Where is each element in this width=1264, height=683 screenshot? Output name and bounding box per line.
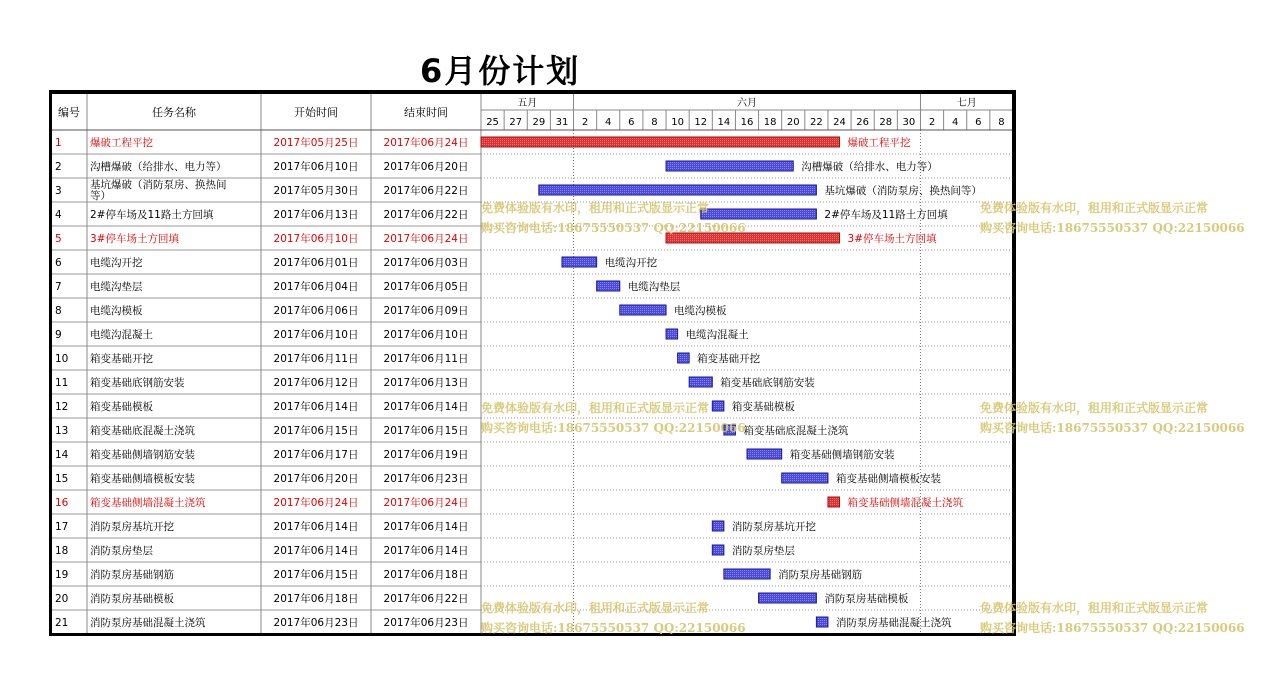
task-name: 消防泵房垫层	[90, 545, 153, 557]
watermark-1	[481, 198, 746, 238]
task-name: 3#停车场土方回填	[90, 233, 179, 245]
watermark-line1: 免费体验版有水印，租用和正式版显示正常	[481, 601, 710, 615]
task-name: 箱变基础侧墙钢筋安装	[90, 449, 195, 461]
task-start: 2017年05月25日	[273, 137, 359, 149]
task-start: 2017年06月01日	[273, 257, 359, 269]
task-start: 2017年06月18日	[273, 593, 359, 605]
watermark-line2: 购买咨询电话:18675550537 QQ:22150066	[481, 421, 746, 435]
task-start: 2017年06月24日	[273, 497, 359, 509]
task-end: 2017年06月03日	[383, 257, 469, 269]
day-tick-label: 12	[694, 117, 708, 128]
task-start: 2017年06月14日	[273, 401, 359, 413]
task-bar-label: 箱变基础模板	[731, 401, 795, 413]
task-end: 2017年06月09日	[383, 305, 469, 317]
task-start: 2017年06月10日	[273, 233, 359, 245]
task-bar-label: 3#停车场土方回填	[847, 233, 937, 245]
watermark-line2: 购买咨询电话:18675550537 QQ:22150066	[980, 221, 1245, 235]
task-start: 2017年06月06日	[273, 305, 359, 317]
watermark-line1: 免费体验版有水印，租用和正式版显示正常	[980, 401, 1209, 415]
task-bar-label: 消防泵房基础混凝土浇筑	[835, 617, 952, 629]
watermark-5	[481, 598, 746, 638]
task-name: 电缆沟开挖	[90, 257, 143, 269]
task-name: 箱变基础模板	[90, 401, 153, 413]
task-id: 11	[55, 377, 69, 389]
watermark-line1: 免费体验版有水印，租用和正式版显示正常	[980, 601, 1209, 615]
task-id: 1	[55, 137, 62, 149]
task-end: 2017年06月14日	[383, 401, 469, 413]
task-end: 2017年06月22日	[383, 209, 469, 221]
task-bar-label: 2#停车场及11路土方回填	[824, 209, 948, 221]
column-header-end: 结束时间	[404, 106, 448, 119]
day-tick-label: 18	[763, 117, 777, 128]
task-start: 2017年06月14日	[273, 521, 359, 533]
watermark-line2: 购买咨询电话:18675550537 QQ:22150066	[980, 421, 1245, 435]
watermark-line2: 购买咨询电话:18675550537 QQ:22150066	[481, 621, 746, 635]
task-start: 2017年06月14日	[273, 545, 359, 557]
task-end: 2017年06月11日	[383, 353, 469, 365]
task-id: 14	[55, 449, 69, 461]
page-title: 6月份计划	[420, 52, 581, 90]
task-name: 电缆沟模板	[90, 305, 143, 317]
watermark-line1: 免费体验版有水印，租用和正式版显示正常	[481, 401, 710, 415]
day-tick-label: 14	[717, 117, 731, 128]
task-end: 2017年06月24日	[383, 233, 469, 245]
task-name-cont: 等）	[90, 190, 111, 202]
column-header-start: 开始时间	[294, 106, 338, 119]
month-label: 七月	[956, 98, 977, 109]
task-bar-label: 消防泵房基础钢筋	[778, 569, 863, 581]
task-start: 2017年06月23日	[273, 617, 359, 629]
task-start: 2017年06月11日	[273, 353, 359, 365]
day-tick-label: 27	[509, 117, 523, 128]
task-bar-label: 箱变基础底钢筋安装	[720, 377, 815, 389]
task-start: 2017年06月15日	[273, 425, 359, 437]
task-end: 2017年06月18日	[383, 569, 469, 581]
task-start: 2017年06月15日	[273, 569, 359, 581]
task-bar-label: 电缆沟混凝土	[685, 329, 749, 341]
task-end: 2017年06月22日	[383, 593, 469, 605]
watermark-line2: 购买咨询电话:18675550537 QQ:22150066	[481, 221, 746, 235]
watermark-line1: 免费体验版有水印，租用和正式版显示正常	[481, 201, 710, 215]
day-tick-label: 20	[786, 117, 800, 128]
day-tick-label: 30	[902, 117, 916, 128]
task-id: 13	[55, 425, 69, 437]
task-end: 2017年06月19日	[383, 449, 469, 461]
task-bar-label: 爆破工程平挖	[847, 137, 911, 149]
task-start: 2017年06月17日	[273, 449, 359, 461]
task-bar-label: 电缆沟开挖	[604, 257, 658, 269]
task-id: 5	[55, 233, 62, 245]
watermark-3	[481, 398, 746, 438]
day-tick-label: 4	[605, 117, 612, 128]
task-start: 2017年06月13日	[273, 209, 359, 221]
day-tick-label: 29	[532, 117, 546, 128]
task-bar-label: 箱变基础开挖	[697, 353, 761, 365]
task-end: 2017年06月22日	[383, 185, 469, 197]
day-tick-label: 2	[928, 117, 936, 128]
task-name: 电缆沟垫层	[90, 281, 143, 293]
task-name: 箱变基础开挖	[90, 353, 153, 365]
day-tick-label: 6	[975, 117, 982, 128]
task-name: 电缆沟混凝土	[90, 329, 153, 341]
task-end: 2017年06月14日	[383, 545, 469, 557]
month-label: 六月	[737, 98, 757, 109]
day-tick-label: 31	[555, 117, 569, 128]
task-name: 2#停车场及11路土方回填	[90, 209, 214, 221]
watermark-6	[980, 598, 1245, 638]
task-end: 2017年06月20日	[383, 161, 469, 173]
day-tick-label: 24	[833, 117, 846, 128]
task-end: 2017年06月14日	[383, 521, 469, 533]
task-name: 消防泵房基础钢筋	[90, 569, 174, 581]
task-name: 箱变基础底钢筋安装	[90, 377, 185, 389]
task-name: 消防泵房基坑开挖	[90, 521, 174, 533]
task-start: 2017年06月12日	[273, 377, 359, 389]
task-bar-label: 沟槽爆破（给排水、电力等）	[801, 161, 938, 173]
task-end: 2017年06月24日	[383, 497, 469, 509]
task-id: 17	[55, 521, 69, 533]
task-start: 2017年06月10日	[273, 329, 359, 341]
task-id: 3	[55, 185, 62, 197]
task-id: 6	[55, 257, 62, 269]
column-header-id: 编号	[58, 106, 80, 119]
task-end: 2017年06月05日	[383, 281, 469, 293]
task-name: 箱变基础侧墙混凝土浇筑	[90, 497, 206, 509]
task-name: 箱变基础底混凝土浇筑	[90, 425, 195, 437]
day-tick-label: 28	[879, 117, 893, 128]
task-bar-label: 箱变基础底混凝土浇筑	[743, 425, 849, 437]
task-end: 2017年06月24日	[383, 137, 469, 149]
task-start: 2017年06月04日	[273, 281, 359, 293]
task-id: 16	[55, 497, 69, 509]
month-label: 五月	[517, 98, 538, 109]
watermark-2	[980, 198, 1245, 238]
task-id: 19	[55, 569, 69, 581]
task-name: 基坑爆破（消防泵房、换热间	[90, 179, 227, 191]
task-bar-label: 消防泵房基坑开挖	[731, 521, 816, 533]
task-name: 消防泵房基础模板	[90, 593, 174, 605]
task-id: 9	[55, 329, 62, 341]
task-id: 18	[55, 545, 69, 557]
task-end: 2017年06月15日	[383, 425, 469, 437]
day-tick-label: 8	[998, 117, 1005, 128]
task-bar-label: 箱变基础侧墙钢筋安装	[789, 449, 895, 461]
task-id: 15	[55, 473, 69, 485]
day-tick-label: 6	[628, 117, 635, 128]
task-end: 2017年06月23日	[383, 617, 469, 629]
task-start: 2017年05月30日	[273, 185, 359, 197]
task-bar-label: 箱变基础侧墙模板安装	[835, 473, 941, 485]
task-bar-label: 基坑爆破（消防泵房、换热间等）	[824, 185, 982, 197]
day-tick-label: 26	[856, 117, 870, 128]
day-tick-label: 25	[486, 117, 499, 128]
task-bar-label: 电缆沟模板	[674, 305, 727, 317]
table-frame	[49, 90, 1016, 636]
task-id: 7	[55, 281, 62, 293]
task-name: 爆破工程平挖	[90, 137, 153, 149]
task-id: 21	[55, 617, 69, 629]
task-bar-label: 箱变基础侧墙混凝土浇筑	[847, 497, 964, 509]
task-bar-label: 电缆沟垫层	[627, 281, 681, 293]
task-id: 20	[55, 593, 69, 605]
task-id: 4	[55, 209, 62, 221]
task-bar-label: 消防泵房垫层	[731, 545, 795, 557]
day-tick-label: 8	[651, 117, 658, 128]
task-name: 箱变基础侧墙模板安装	[90, 473, 195, 485]
task-id: 2	[55, 161, 62, 173]
task-id: 12	[55, 401, 69, 413]
day-tick-label: 10	[671, 117, 684, 128]
task-start: 2017年06月20日	[273, 473, 359, 485]
task-id: 8	[55, 305, 62, 317]
task-end: 2017年06月10日	[383, 329, 469, 341]
task-name: 沟槽爆破（给排水、电力等）	[90, 161, 227, 173]
column-header-name: 任务名称	[152, 106, 196, 119]
task-name: 消防泵房基础混凝土浇筑	[90, 617, 206, 629]
task-id: 10	[55, 353, 69, 365]
watermark-line2: 购买咨询电话:18675550537 QQ:22150066	[980, 621, 1245, 635]
task-start: 2017年06月10日	[273, 161, 359, 173]
task-bar-label: 消防泵房基础模板	[824, 593, 909, 605]
task-end: 2017年06月23日	[383, 473, 469, 485]
day-tick-label: 16	[740, 117, 754, 128]
day-tick-label: 4	[951, 117, 959, 128]
day-tick-label: 22	[810, 117, 823, 128]
watermark-4	[980, 398, 1245, 438]
watermark-line1: 免费体验版有水印，租用和正式版显示正常	[980, 201, 1209, 215]
task-end: 2017年06月13日	[383, 377, 469, 389]
day-tick-label: 2	[581, 117, 589, 128]
